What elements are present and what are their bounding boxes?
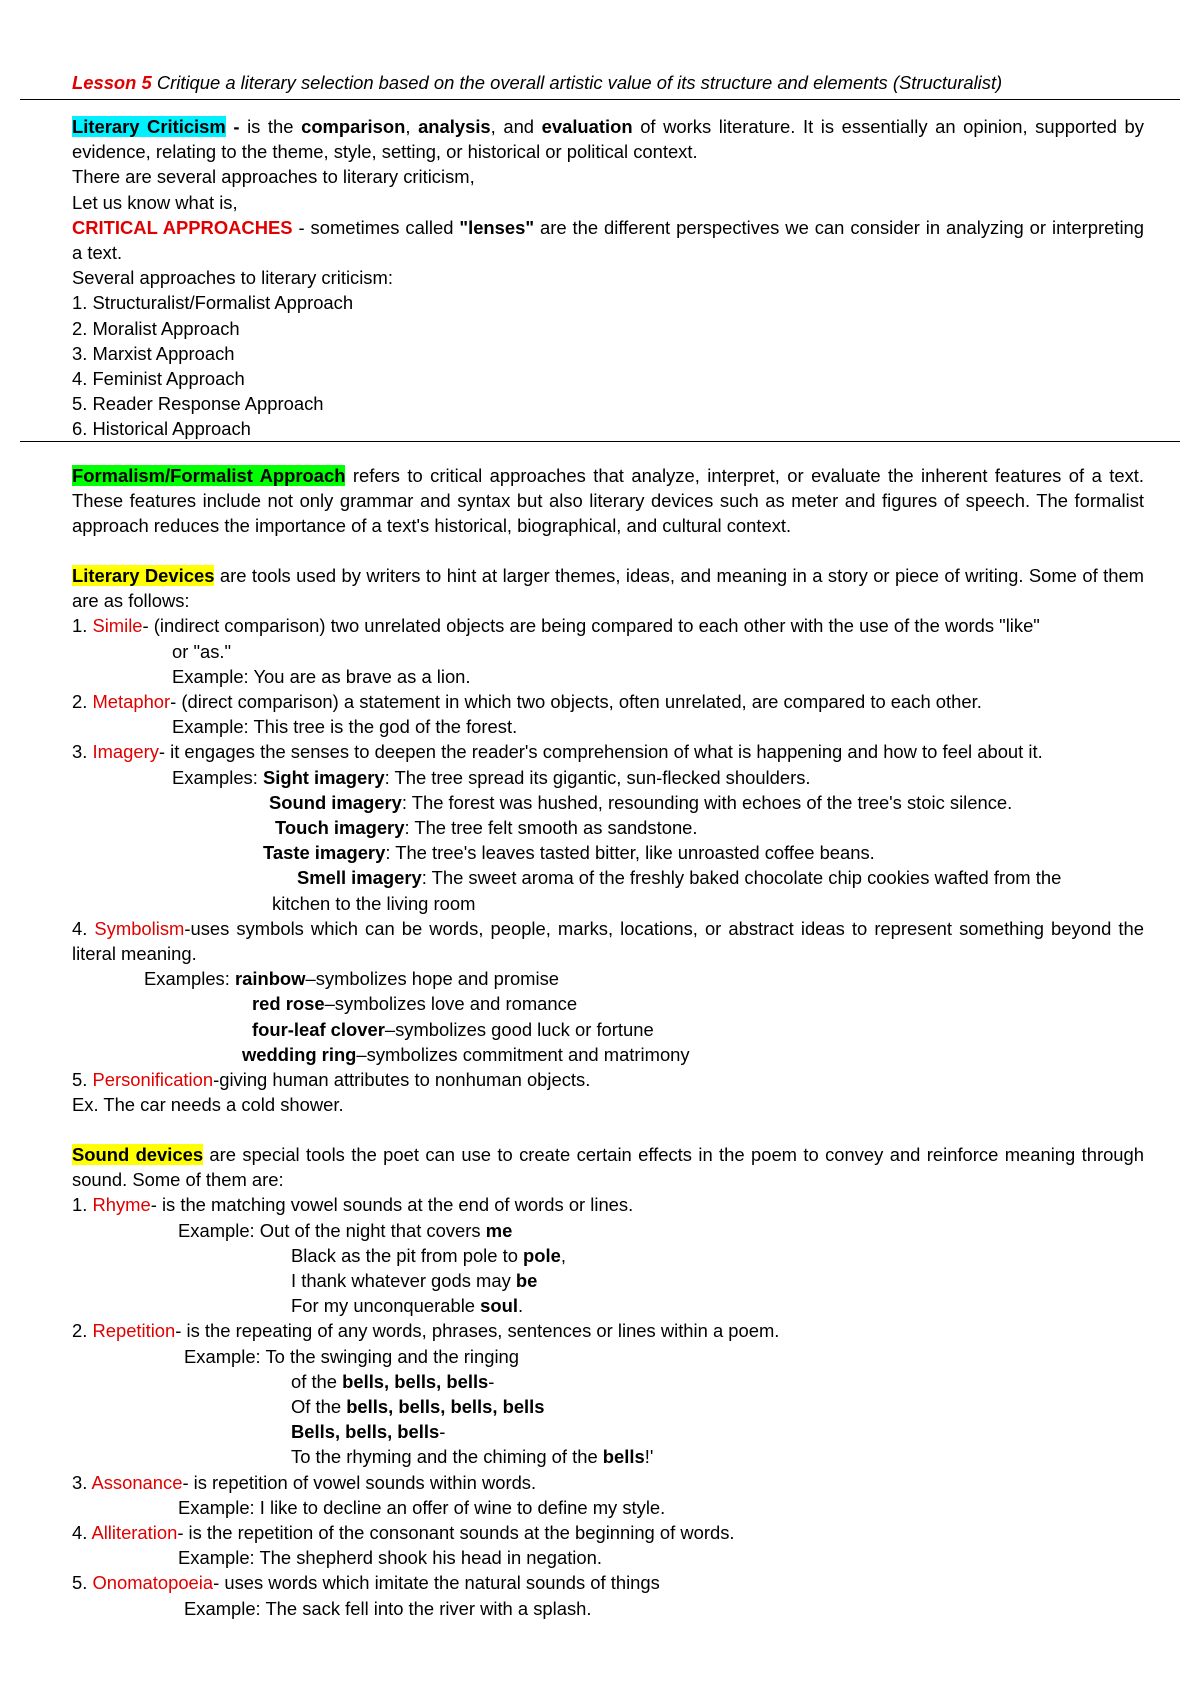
header-divider	[20, 99, 1180, 100]
criticism-definition: Literary Criticism - is the comparison, analysis, and evaluation of works literature. It is essentially an opinion, supported by evidence, relating to the theme, style, setting, or historical or political context.	[72, 116, 1144, 163]
example: Examples: Sight imagery: The tree spread its gigantic, sun-flecked shoulders.	[172, 766, 811, 788]
symbolism-term: Symbolism	[94, 917, 185, 939]
onomatopoeia-term: Onomatopoeia	[92, 1572, 214, 1594]
rhyme-term: Rhyme	[92, 1194, 151, 1216]
list-item: 6. Historical Approach	[72, 418, 251, 440]
poem-line: Bells, bells, bells-	[291, 1421, 446, 1443]
poem-line: Black as the pit from pole to pole,	[291, 1244, 566, 1266]
poem-line: I thank whatever gods may be	[291, 1270, 538, 1292]
list-item: 3. Assonance- is repetition of vowel sounds within words.	[72, 1471, 537, 1493]
list-item: 5. Personification-giving human attributes to nonhuman objects.	[72, 1069, 591, 1091]
list-item: 1. Simile- (indirect comparison) two unrelated objects are being compared to each other with the use of the words "like"	[72, 615, 1040, 637]
intro-section	[72, 114, 1144, 442]
example: Example: I like to decline an offer of wine to define my style.	[178, 1496, 666, 1518]
list-item: 2. Repetition- is the repeating of any words, phrases, sentences or lines within a poem.	[72, 1320, 780, 1342]
intro-line: Let us know what is,	[72, 191, 238, 213]
example: Smell imagery: The sweet aroma of the freshly baked chocolate chip cookies wafted from the	[297, 867, 1062, 889]
example: Touch imagery: The tree felt smooth as sandstone.	[275, 817, 698, 839]
poem-line: Of the bells, bells, bells, bells	[291, 1396, 545, 1418]
list-item: 4. Feminist Approach	[72, 368, 245, 390]
poem-line: To the rhyming and the chiming of the bells!'	[291, 1446, 654, 1468]
assonance-term: Assonance	[91, 1471, 183, 1493]
literary-devices-term: Literary Devices	[72, 565, 215, 586]
lesson-number: Lesson 5	[72, 72, 152, 93]
lesson-title: Critique a literary selection based on the overall artistic value of its structure and elements (Structuralist)	[156, 72, 1003, 93]
formalism-section	[72, 463, 1144, 539]
metaphor-term: Metaphor	[92, 691, 171, 713]
list-item: 4. Symbolism-uses symbols which can be words, people, marks, locations, or abstract ideas to represent something beyond the literal meaning.	[72, 917, 1144, 965]
example: Taste imagery: The tree's leaves tasted bitter, like unroasted coffee beans.	[263, 842, 875, 864]
alliteration-term: Alliteration	[91, 1522, 178, 1544]
example: red rose–symbolizes love and romance	[252, 993, 578, 1015]
example: Example: The shepherd shook his head in negation.	[178, 1547, 602, 1569]
list-item: 1. Structuralist/Formalist Approach	[72, 292, 354, 314]
lesson-header	[72, 72, 1142, 94]
approaches-list-intro: Several approaches to literary criticism:	[72, 267, 393, 289]
repetition-term: Repetition	[92, 1320, 176, 1342]
example: Sound imagery: The forest was hushed, resounding with echoes of the tree's stoic silence.	[269, 791, 1013, 813]
example: Example: The sack fell into the river with a splash.	[184, 1597, 592, 1619]
formalism-term: Formalism/Formalist Approach	[72, 465, 346, 486]
sound-devices-intro: Sound devices are special tools the poet can use to create certain effects in the poem to convey and reinforce meaning through sound. Some of them are:	[72, 1144, 1144, 1191]
list-item: 5. Onomatopoeia- uses words which imitate the natural sounds of things	[72, 1572, 660, 1594]
critical-approaches-definition: CRITICAL APPROACHES - sometimes called "lenses" are the different perspectives we can consider in analyzing or interpreting a text.	[72, 216, 1144, 264]
personification-term: Personification	[92, 1069, 214, 1091]
list-item: 3. Marxist Approach	[72, 342, 235, 364]
example: Example: You are as brave as a lion.	[172, 665, 471, 687]
formalism-definition: refers to critical approaches that analyze, interpret, or evaluate the inherent features of a text. These features include not only grammar and syntax but also literary devices such as meter and figures of speech. The formalist approach reduces the importance of a text's historical, biographical, and cultural context.	[72, 465, 1144, 537]
literary-devices-intro: Literary Devices are tools used by writers to hint at larger themes, ideas, and meaning in a story or piece of writing. Some of them are as follows:	[72, 565, 1144, 612]
literary-devices-section: Literary Devices are tools used by writers to hint at larger themes, ideas, and meaning in a story or piece of writing. Some of them are as follows: 1. Simile- (indirect comparison) two unrelated objects are being compared to each other with the use of the words "like" or "as." Example: You are as brave as a lion. 2. Metaphor- (direct comparison) a statement in which two objects, often unrelated, are compared to each other. Example: This tree is the god of the forest. 3. Imagery- it engages the senses to deepen the reader's comprehension of what is happening and how to feel about it. Examples: Sight imagery: The tree spread its gigantic, sun-flecked shoulders. Sound imagery: The forest was hushed, resounding with echoes of the tree's stoic silence. Touch imagery: The tree felt smooth as sandstone. Taste imagery: The tree's leaves tasted bitter, like unroasted coffee beans. Smell imagery: The sweet aroma of the freshly baked chocolate chip cookies wafted from the kitchen to the living room 4. Symbolism-uses symbols which can be words, people, marks, locations, or abstract ideas to represent something beyond the literal meaning. Examples: rainbow–symbolizes hope and promise red rose–symbolizes love and romance four-leaf clover–symbolizes good luck or fortune wedding ring–symbolizes commitment and matrimony 5. Personification-giving human attributes to nonhuman objects. Ex. The car needs a cold shower.	[72, 563, 1144, 1117]
literary-criticism-term: Literary Criticism	[72, 116, 226, 137]
example: Ex. The car needs a cold shower.	[72, 1094, 344, 1116]
list-item: 3. Imagery- it engages the senses to deepen the reader's comprehension of what is happening and how to feel about it.	[72, 741, 1043, 763]
list-item: 2. Metaphor- (direct comparison) a statement in which two objects, often unrelated, are compared to each other.	[72, 691, 982, 713]
list-item: 4. Alliteration- is the repetition of the consonant sounds at the beginning of words.	[72, 1522, 735, 1544]
example: Example: To the swinging and the ringing	[184, 1345, 520, 1367]
critical-approaches-term: CRITICAL APPROACHES	[72, 216, 293, 238]
section-divider	[20, 441, 1180, 442]
example: four-leaf clover–symbolizes good luck or fortune	[252, 1018, 654, 1040]
simile-term: Simile	[92, 615, 143, 637]
example: Example: Out of the night that covers me	[178, 1219, 513, 1241]
list-item: 5. Reader Response Approach	[72, 393, 324, 415]
example: Example: This tree is the god of the forest.	[172, 716, 518, 738]
poem-line: For my unconquerable soul.	[291, 1295, 524, 1317]
sound-devices-section	[72, 1142, 1144, 1621]
sound-devices-term: Sound devices	[72, 1144, 204, 1165]
imagery-term: Imagery	[92, 741, 159, 763]
example: Examples: rainbow–symbolizes hope and promise	[144, 968, 560, 990]
intro-line: There are several approaches to literary criticism,	[72, 166, 475, 188]
list-item: 2. Moralist Approach	[72, 317, 240, 339]
example: wedding ring–symbolizes commitment and matrimony	[242, 1043, 690, 1065]
list-item: 1. Rhyme- is the matching vowel sounds at the end of words or lines.	[72, 1194, 634, 1216]
poem-line: of the bells, bells, bells-	[291, 1370, 495, 1392]
